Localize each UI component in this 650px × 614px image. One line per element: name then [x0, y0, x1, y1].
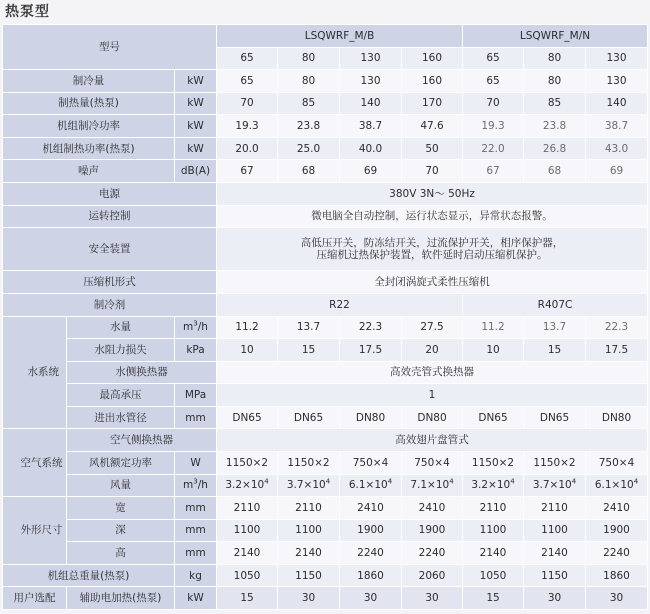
- value-cell: DN65: [463, 406, 524, 429]
- value-cell: 15: [463, 587, 524, 610]
- span-value: R22: [217, 294, 463, 317]
- value-base: 3.2×10: [225, 479, 265, 492]
- value-cell: 1150: [524, 564, 586, 587]
- value-cell: 23.8: [524, 115, 586, 138]
- span-value: 高效翅片盘管式: [217, 429, 648, 452]
- span-value: 1: [217, 384, 648, 407]
- row-unit: mm: [175, 406, 217, 429]
- row-unit: [175, 316, 217, 339]
- row-unit: dB(A): [175, 160, 217, 183]
- value-cell: 2240: [340, 542, 402, 565]
- value-exp: 4: [325, 477, 331, 486]
- value-cell: 22.3: [340, 316, 402, 339]
- row-label: 制冷量: [3, 70, 175, 93]
- value-cell: 1860: [340, 564, 402, 587]
- group-label: [3, 497, 67, 565]
- value-cell: 65: [217, 70, 278, 93]
- value-cell: 750×4: [586, 451, 648, 474]
- value-cell: 13.7: [278, 316, 340, 339]
- value-cell: 1150: [278, 564, 340, 587]
- span-value: 380V 3N～ 50Hz: [217, 182, 648, 205]
- model-cell: 160: [402, 47, 463, 70]
- value-cell: DN80: [340, 406, 402, 429]
- spec-table: [2, 24, 648, 610]
- value-cell: 15: [524, 339, 586, 362]
- value-cell: 2110: [524, 497, 586, 520]
- value-cell: 2110: [463, 497, 524, 520]
- model-cell: 80: [524, 47, 586, 70]
- row-label: 风量: [67, 474, 175, 497]
- value-cell: 40.0: [340, 137, 402, 160]
- series-header-row: [3, 25, 648, 48]
- row-unit: kW: [175, 587, 217, 610]
- value-cell: 10: [217, 339, 278, 362]
- value-cell: 30: [278, 587, 340, 610]
- value-exp: 4: [449, 477, 454, 486]
- unit-main: m: [183, 479, 194, 492]
- row-label: 噪声: [3, 160, 175, 183]
- value-cell: 1150×2: [217, 451, 278, 474]
- row-unit: kPa: [175, 339, 217, 362]
- row-label: 运转控制: [3, 205, 217, 228]
- row-unit: [175, 474, 217, 497]
- value-cell: 2240: [586, 542, 648, 565]
- safety-line-1: 高低压开关，防冻结开关，过流保护开关，相序保护器，: [300, 237, 564, 250]
- value-cell: 85: [278, 92, 340, 115]
- model-cell: 65: [217, 47, 278, 70]
- value-cell: 85: [524, 92, 586, 115]
- value-cell: DN80: [586, 406, 648, 429]
- value-cell: 2110: [278, 497, 340, 520]
- value-cell: DN65: [217, 406, 278, 429]
- value-cell: 27.5: [402, 316, 463, 339]
- value-cell: 80: [278, 70, 340, 93]
- value-cell: DN65: [524, 406, 586, 429]
- value-cell: 10: [463, 339, 524, 362]
- series-mb: LSQWRF_M/B: [217, 25, 463, 48]
- value-cell: 70: [402, 160, 463, 183]
- value-cell: 140: [586, 92, 648, 115]
- value-cell: 26.8: [524, 137, 586, 160]
- value-base: 6.1×10: [348, 479, 388, 492]
- value-base: 3.7×10: [286, 479, 326, 492]
- value-cell: 2140: [524, 542, 586, 565]
- row-label: 制冷剂: [3, 294, 217, 317]
- value-cell: 38.7: [586, 115, 648, 138]
- row-unit: mm: [175, 497, 217, 520]
- value-cell: 1860: [586, 564, 648, 587]
- row-label: 机组总重量(热泵): [3, 564, 175, 587]
- safety-line-2: 压缩机过热保护装置，软件延时启动压缩机保护。: [316, 249, 548, 262]
- value-cell: 2140: [278, 542, 340, 565]
- series-mn: LSQWRF_M/N: [463, 25, 648, 48]
- span-value: [217, 228, 648, 271]
- value-cell: 15: [217, 587, 278, 610]
- value-cell: 11.2: [217, 316, 278, 339]
- noise-row: [3, 160, 648, 183]
- row-label: 机组制冷功率: [3, 115, 175, 138]
- value-cell: 130: [340, 70, 402, 93]
- row-label: 水侧换热器: [67, 361, 217, 384]
- value-cell: 2410: [340, 497, 402, 520]
- value-cell: 1100: [217, 519, 278, 542]
- fan-power-row: [3, 451, 648, 474]
- row-unit: mm: [175, 519, 217, 542]
- row-unit: MPa: [175, 384, 217, 407]
- value-cell: 1050: [217, 564, 278, 587]
- model-cell: 80: [278, 47, 340, 70]
- unit-tail: /h: [197, 479, 208, 492]
- value-cell: 20: [402, 339, 463, 362]
- value-cell: 130: [586, 70, 648, 93]
- value-cell: DN80: [402, 406, 463, 429]
- width-row: [3, 497, 648, 520]
- value-cell: 19.3: [217, 115, 278, 138]
- value-base: 3.2×10: [471, 479, 511, 492]
- value-cell: 750×4: [402, 451, 463, 474]
- value-cell: 22.0: [463, 137, 524, 160]
- value-cell: 1150×2: [278, 451, 340, 474]
- compressor-row: [3, 271, 648, 294]
- row-label: 机组制热功率(热泵): [3, 137, 175, 160]
- value-exp: 4: [387, 477, 393, 486]
- option-row: [3, 587, 648, 610]
- value-base: 6.1×10: [594, 479, 634, 492]
- value-exp: 4: [571, 477, 577, 486]
- air-group-text: 空气系统: [20, 456, 63, 469]
- value-cell: 1900: [586, 519, 648, 542]
- value-cell: [402, 474, 463, 497]
- row-label: 安全装置: [3, 228, 217, 271]
- water-flow-row: [3, 316, 648, 339]
- value-cell: 69: [586, 160, 648, 183]
- unit-tail: /h: [197, 321, 208, 334]
- row-unit: kW: [175, 70, 217, 93]
- group-label: [3, 316, 67, 429]
- value-cell: 2060: [402, 564, 463, 587]
- power-supply-row: [3, 182, 648, 205]
- row-label: 水阻力损失: [67, 339, 175, 362]
- value-cell: 15: [278, 339, 340, 362]
- row-label: 深: [67, 519, 175, 542]
- row-unit: kW: [175, 92, 217, 115]
- control-row: [3, 205, 648, 228]
- value-cell: 750×4: [340, 451, 402, 474]
- value-base: 7.1×10: [410, 479, 450, 492]
- value-cell: 2140: [463, 542, 524, 565]
- airflow-row: [3, 474, 648, 497]
- group-label: [3, 429, 67, 497]
- value-cell: 68: [278, 160, 340, 183]
- row-unit: kg: [175, 564, 217, 587]
- row-label: 宽: [67, 497, 175, 520]
- unit-main: m: [183, 321, 194, 334]
- value-cell: 67: [217, 160, 278, 183]
- water-group-text: 水系统: [27, 366, 59, 379]
- value-cell: 2410: [402, 497, 463, 520]
- row-label: 风机额定功率: [67, 451, 175, 474]
- value-cell: 17.5: [586, 339, 648, 362]
- model-cell: 130: [586, 47, 648, 70]
- value-cell: 1100: [463, 519, 524, 542]
- value-cell: 67: [463, 160, 524, 183]
- heating-power-row: [3, 137, 648, 160]
- value-cell: DN65: [278, 406, 340, 429]
- value-cell: 20.0: [217, 137, 278, 160]
- span-value: R407C: [463, 294, 648, 317]
- value-cell: 1900: [402, 519, 463, 542]
- value-cell: 68: [524, 160, 586, 183]
- value-cell: 2140: [217, 542, 278, 565]
- dims-group-text: 外形尺寸: [20, 524, 63, 537]
- row-label: 水量: [67, 316, 175, 339]
- value-cell: [463, 474, 524, 497]
- row-unit: mm: [175, 542, 217, 565]
- row-unit: kW: [175, 137, 217, 160]
- value-cell: 30: [340, 587, 402, 610]
- row-label: 进出水管径: [67, 406, 175, 429]
- value-cell: 50: [402, 137, 463, 160]
- value-cell: 2240: [402, 542, 463, 565]
- value-cell: 170: [402, 92, 463, 115]
- value-cell: 70: [217, 92, 278, 115]
- water-exchanger-row: [3, 361, 648, 384]
- value-cell: 70: [463, 92, 524, 115]
- value-cell: 47.6: [402, 115, 463, 138]
- heating-capacity-row: [3, 92, 648, 115]
- height-row: [3, 542, 648, 565]
- value-cell: 1050: [463, 564, 524, 587]
- row-label: 辅助电加热(热泵): [67, 587, 175, 610]
- cooling-power-row: [3, 115, 648, 138]
- refrigerant-row: [3, 294, 648, 317]
- value-cell: 2110: [217, 497, 278, 520]
- value-cell: 17.5: [340, 339, 402, 362]
- value-cell: [217, 474, 278, 497]
- value-cell: [524, 474, 586, 497]
- water-resistance-row: [3, 339, 648, 362]
- row-label: 最高承压: [67, 384, 175, 407]
- value-cell: 11.2: [463, 316, 524, 339]
- value-cell: 30: [402, 587, 463, 610]
- value-cell: 1100: [524, 519, 586, 542]
- unit-sup: 3: [193, 477, 198, 486]
- value-cell: 1150×2: [463, 451, 524, 474]
- model-cell: 65: [463, 47, 524, 70]
- row-unit: W: [175, 451, 217, 474]
- row-label: 空气侧换热器: [67, 429, 217, 452]
- row-label: 压缩机形式: [3, 271, 217, 294]
- value-cell: 43.0: [586, 137, 648, 160]
- row-unit: kW: [175, 115, 217, 138]
- span-value: 微电脑全自动控制，运行状态显示，异常状态报警。: [217, 205, 648, 228]
- span-value: 全封闭涡旋式柔性压缩机: [217, 271, 648, 294]
- pipe-size-row: [3, 406, 648, 429]
- value-cell: 23.8: [278, 115, 340, 138]
- value-cell: 30: [524, 587, 586, 610]
- value-cell: 13.7: [524, 316, 586, 339]
- value-cell: 160: [402, 70, 463, 93]
- group-label: 用户选配: [3, 587, 67, 610]
- value-cell: [278, 474, 340, 497]
- page-title: 热泵型: [5, 4, 50, 20]
- value-cell: 1900: [340, 519, 402, 542]
- weight-row: [3, 564, 648, 587]
- safety-row: [3, 228, 648, 271]
- value-cell: 2410: [586, 497, 648, 520]
- value-cell: 65: [463, 70, 524, 93]
- row-label: 高: [67, 542, 175, 565]
- value-cell: 140: [340, 92, 402, 115]
- max-pressure-row: [3, 384, 648, 407]
- depth-row: [3, 519, 648, 542]
- value-cell: 19.3: [463, 115, 524, 138]
- model-label: 型号: [3, 25, 217, 70]
- row-label: 制热量(热泵): [3, 92, 175, 115]
- value-cell: [340, 474, 402, 497]
- unit-sup: 3: [193, 319, 198, 328]
- model-cell: 130: [340, 47, 402, 70]
- value-exp: 4: [633, 477, 639, 486]
- value-cell: 22.3: [586, 316, 648, 339]
- value-base: 3.7×10: [532, 479, 572, 492]
- value-cell: 69: [340, 160, 402, 183]
- value-cell: 1150×2: [524, 451, 586, 474]
- value-cell: 38.7: [340, 115, 402, 138]
- value-cell: 1100: [278, 519, 340, 542]
- value-cell: 30: [586, 587, 648, 610]
- air-exchanger-row: [3, 429, 648, 452]
- value-cell: 25.0: [278, 137, 340, 160]
- value-exp: 4: [510, 477, 515, 486]
- value-cell: [586, 474, 648, 497]
- value-cell: 80: [524, 70, 586, 93]
- cooling-capacity-row: [3, 70, 648, 93]
- row-label: 电源: [3, 182, 217, 205]
- value-exp: 4: [264, 477, 269, 486]
- span-value: 高效壳管式换热器: [217, 361, 648, 384]
